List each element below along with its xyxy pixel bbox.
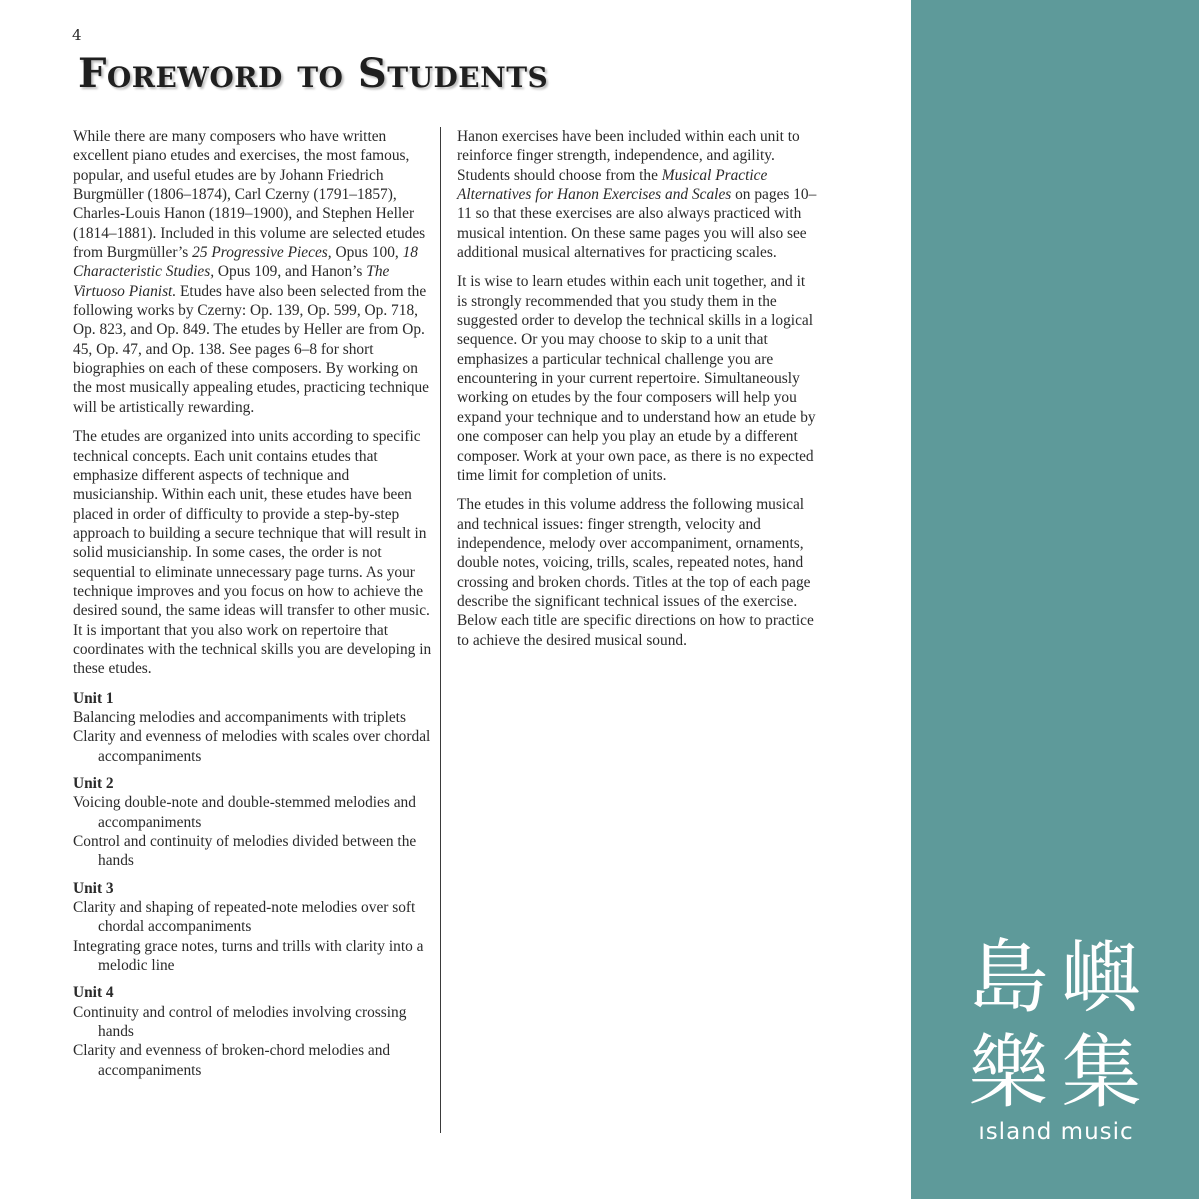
unit-item: Continuity and control of melodies involving crossing hands: [73, 1003, 407, 1041]
island-music-logo: [966, 930, 1146, 1145]
unit-2: [73, 774, 433, 871]
unit-heading: Unit 3: [73, 879, 114, 897]
logo-char: 樂: [968, 1026, 1049, 1119]
unit-item: Control and continuity of melodies divided between the hands: [73, 833, 417, 870]
page-title: Foreword to Students: [78, 50, 549, 97]
unit-heading: Unit 1: [73, 689, 114, 707]
unit-item: Balancing melodies and accompaniments with triplets: [73, 708, 406, 726]
unit-item: Clarity and shaping of repeated-note melodies over soft chordal accompaniments: [73, 899, 416, 936]
issues-paragraph: The etudes in this volume address the following musical and technical issues: finger strength, velocity and independence, melody over accompaniment, ornaments, double notes, voicing, trills, scales, repeated notes, hand crossing and broken chords. Titles at the top of each page describe the significant technical issues of the exercise. Below each title are specific directions on how to practice to achieve the desired musical sound.: [457, 496, 814, 649]
unit-item: Clarity and evenness of melodies with scales over chordal accompaniments: [73, 728, 431, 765]
hanon-paragraph: Hanon exercises have been included within each unit to reinforce finger strength, independence, and agility. Students should choose from the Musical Practice Alternatives for Hanon Exercises and Scales on pages 10–11 so that these exercises are also always practiced with musical intention. On these same pages you will also see additional musical alternatives for practicing scales.: [457, 128, 817, 262]
right-column: [457, 127, 817, 660]
sidebar: [911, 0, 1199, 1199]
unit-4: [73, 983, 433, 1080]
organization-paragraph: The etudes are organized into units according to specific technical concepts. Each unit contains etudes that emphasize different aspects of technique and musicianship. Within each unit, these etudes have been placed in order of difficulty to provide a step-by-step approach to building a secure technique that will result in solid musicianship. In some cases, the order is not sequential to eliminate unnecessary page turns. As your technique improves and you focus on how to achieve the desired sound, the same ideas will transfer to other music. It is important that you also work on repertoire that coordinates with the technical skills you are developing in these etudes.: [73, 428, 432, 678]
unit-3: [73, 879, 433, 976]
unit-heading: Unit 2: [73, 775, 114, 792]
logo-char: 集: [1061, 1026, 1142, 1119]
logo-char: 島: [968, 931, 1049, 1024]
unit-item: Voicing double-note and double-stemmed melodies and accompaniments: [73, 794, 416, 831]
unit-item: Clarity and evenness of broken-chord melodies and accompaniments: [73, 1042, 391, 1079]
unit-heading: Unit 4: [73, 984, 114, 1002]
logo-characters: [966, 930, 1146, 1120]
page-number: 4: [72, 26, 82, 44]
logo-text: ısland music: [978, 1119, 1134, 1145]
unit-item: Integrating grace notes, turns and trills with clarity into a melodic line: [73, 937, 424, 975]
intro-paragraph: While there are many composers who have written excellent piano etudes and exercises, the most famous, popular, and useful etudes are by Johann Friedrich Burgmüller (1806–1874), Carl Czerny (1791–1857), Charles-Louis Hanon (1819–1900), and Stephen Heller (1814–1881). Included in this volume are selected etudes from Burgmüller’s 25 Progressive Pieces, Opus 100, 18 Characteristic Studies, Opus 109, and Hanon’s The Virtuoso Pianist. Etudes have also been selected from the following works by Czerny: Op. 139, Op. 599, Op. 718, Op. 823, and Op. 849. The etudes by Heller are from Op. 45, Op. 47, and Op. 138. See pages 6–8 for short biographies on each of these composers. By working on the most musically appealing etudes, practicing technique will be artistically rewarding.: [73, 128, 430, 416]
unit-1: [73, 689, 433, 766]
logo-char: 嶼: [1061, 931, 1142, 1024]
column-divider: [440, 127, 441, 1133]
unit-list: [73, 689, 433, 1081]
left-column: [73, 127, 433, 1088]
study-order-paragraph: It is wise to learn etudes within each unit together, and it is strongly recommended that you study them in the suggested order to develop the technical skills in a logical sequence. Or you may choose to skip to a unit that emphasizes a particular technical challenge you are encountering in your current repertoire. Simultaneously working on etudes by the four composers will help you expand your technique and to understand how an etude by one composer can help you play an etude by a different composer. Work at your own pace, as there is no expected time limit for completion of units.: [457, 273, 816, 484]
